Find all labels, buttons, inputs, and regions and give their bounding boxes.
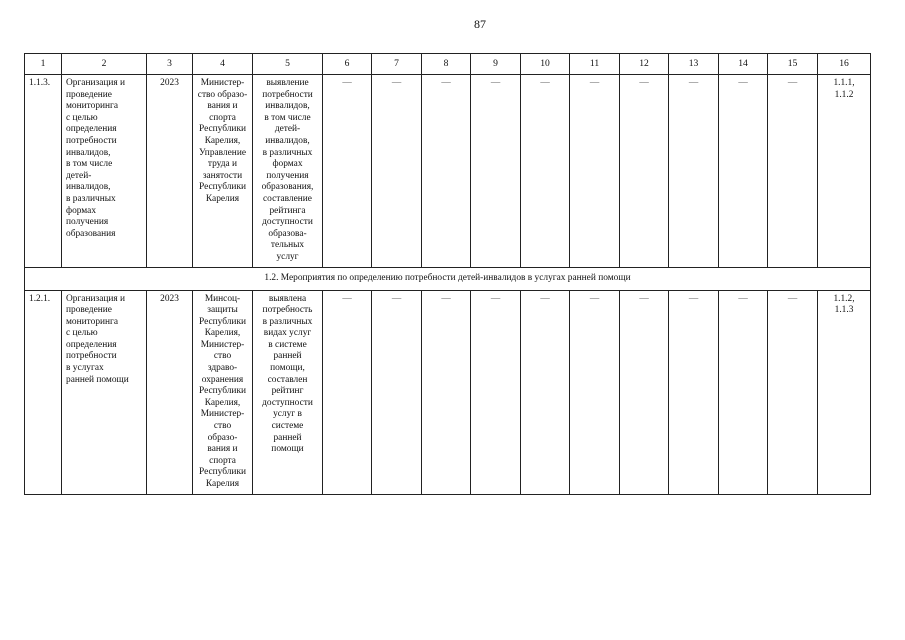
measure-name-text: Организация и проведение мониторинга с целью определения потребности инвалидов, в том числе детей- инвалидов, в различных формах получения образования [66,78,126,239]
row-number-text: 1.2.1. [29,293,51,304]
value-cell-text: — [391,293,402,304]
value-cell-text: — [589,293,600,304]
value-cell [719,290,768,494]
column-header: 6 [323,54,372,75]
column-header: 9 [471,54,521,75]
value-cell [323,75,372,268]
column-header: 11 [570,54,620,75]
column-header: 13 [669,54,719,75]
row-number [25,290,62,494]
value-cell [669,75,719,268]
value-cell-text: — [540,293,550,304]
column-header: 10 [521,54,570,75]
value-cell [570,290,620,494]
indicator-ref [818,290,871,494]
row-number-text: 1.1.3. [29,78,51,88]
value-cell-text: — [490,78,501,88]
value-cell-text: — [589,78,600,88]
column-header: 5 [253,54,323,75]
value-cell-text: — [688,78,699,88]
value-cell-text: — [639,293,649,304]
column-header: 3 [147,54,193,75]
value-cell-text: — [787,78,798,88]
executor-cell-text: Минсоц- защиты Республики Карелия, Министер- ство здраво- охранения Республики Карелия, Министер- ство образо- вания и спорта Республики Карелия [198,293,247,489]
value-cell-text: — [639,78,649,88]
table-row [25,75,871,268]
value-cell-text: — [342,78,352,88]
value-cell-text: — [787,293,798,304]
value-cell [669,290,719,494]
value-cell-text: — [441,293,451,304]
year-cell-text: 2023 [160,78,179,88]
value-cell-text: — [688,293,699,304]
page-number: 87 [474,17,486,31]
value-cell [620,75,669,268]
column-header: 14 [719,54,768,75]
row-number [25,75,62,268]
measure-name-text: Организация и проведение мониторинга с целью определения потребности в услугах ранней помощи [66,293,129,385]
indicator-ref-text: 1.1.2, 1.1.3 [833,293,855,316]
column-header: 12 [620,54,669,75]
section-row [25,267,871,290]
value-cell [768,75,818,268]
value-cell [521,75,570,268]
year-cell-text: 2023 [160,293,179,304]
measure-name [62,75,147,268]
column-header: 4 [193,54,253,75]
value-cell [422,75,471,268]
executor-cell-text: Министер- ство образо- вания и спорта Республики Карелия, Управление труда и занятости Республики Карелия [197,78,248,204]
value-cell [521,290,570,494]
column-header: 2 [62,54,147,75]
column-header: 1 [25,54,62,75]
result-cell-text: выявление потребности инвалидов, в том числе детей- инвалидов, в различных формах получения образования, составление рейтинга доступности образова- тельных услуг [261,78,314,262]
result-cell-text: выявлена потребность в различных видах услуг в системе ранней помощи, составлен рейтинг доступности услуг в системе ранней помощи [262,293,313,455]
column-header: 15 [768,54,818,75]
value-cell [719,75,768,268]
indicator-ref-text: 1.1.1, 1.1.2 [833,78,855,100]
year-cell [147,75,193,268]
year-cell [147,290,193,494]
column-header: 8 [422,54,471,75]
column-header: 7 [372,54,422,75]
value-cell-text: — [738,293,748,304]
value-cell-text: — [490,293,501,304]
value-cell [768,290,818,494]
section-title: 1.2. Мероприятия по определению потребности детей-инвалидов в услугах ранней помощи [25,267,871,290]
executor-cell [193,290,253,494]
value-cell-text: — [738,78,748,88]
value-cell [471,290,521,494]
executor-cell [193,75,253,268]
value-cell-text: — [441,78,451,88]
measures-table [24,53,871,495]
value-cell-text: — [342,293,352,304]
table-row [25,290,871,494]
column-header: 16 [818,54,871,75]
value-cell [422,290,471,494]
value-cell [372,75,422,268]
value-cell-text: — [540,78,550,88]
table-header-row [25,54,871,75]
measure-name [62,290,147,494]
value-cell [323,290,372,494]
value-cell [372,290,422,494]
result-cell [253,75,323,268]
result-cell [253,290,323,494]
value-cell [620,290,669,494]
value-cell-text: — [391,78,402,88]
indicator-ref [818,75,871,268]
value-cell [570,75,620,268]
value-cell [471,75,521,268]
